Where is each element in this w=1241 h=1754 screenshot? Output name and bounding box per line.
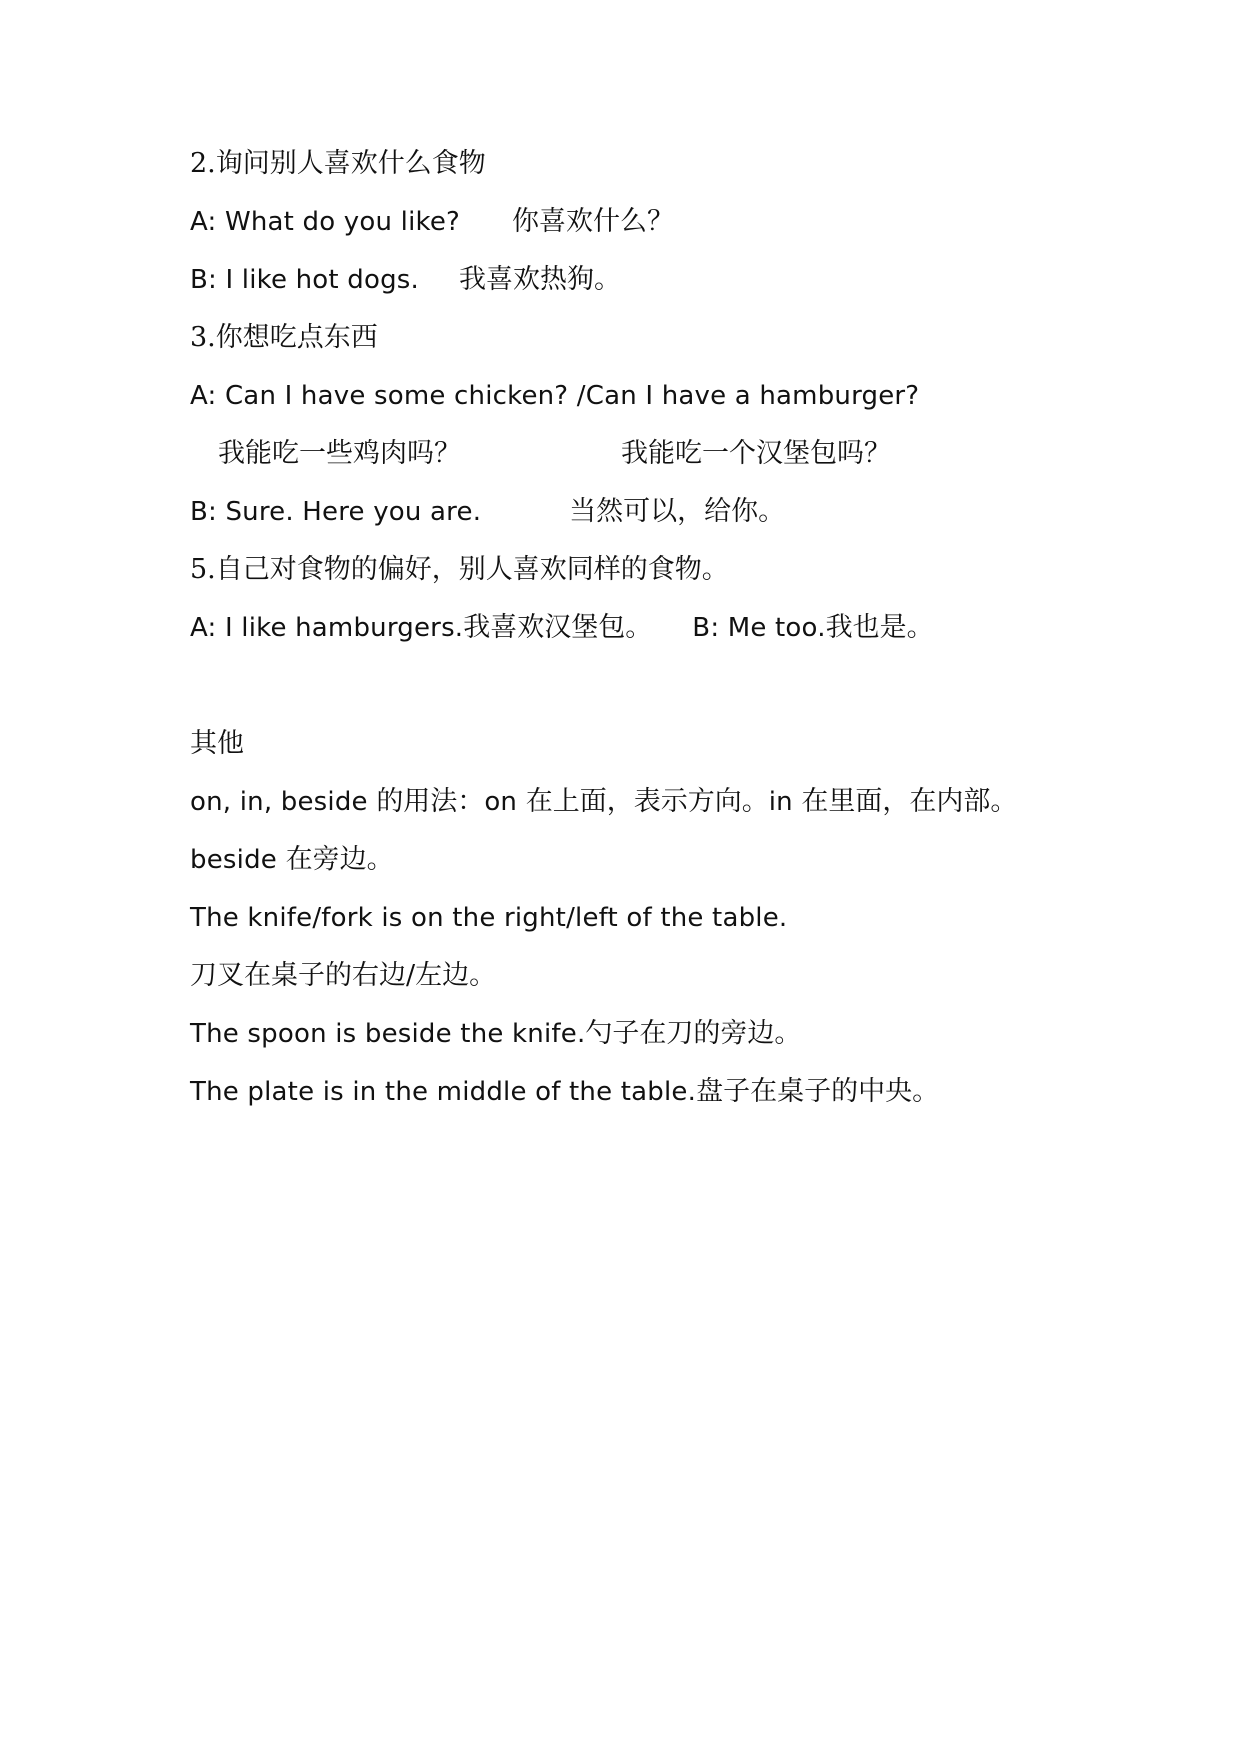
- usage-beside-meaning: 在旁边。: [285, 844, 394, 875]
- sentence-english: The plate is in the middle of the table.: [190, 1077, 697, 1107]
- translation-chicken: 我能吃一些鸡肉吗？: [218, 438, 461, 469]
- question-chinese: 你喜欢什么？: [512, 206, 675, 237]
- sentence-chinese: 刀叉在桌子的右边/左边。: [190, 960, 497, 991]
- a-english: A: I like hamburgers.: [190, 613, 464, 643]
- translation-hamburger: 我能吃一个汉堡包吗？: [621, 438, 891, 469]
- usage-in-meaning: 在里面，在内部。: [801, 786, 1018, 817]
- dialogue-line-answer: [190, 260, 621, 300]
- heading-text: 其他: [190, 728, 244, 759]
- usage-on: on: [484, 787, 518, 817]
- usage-beside: beside: [190, 845, 277, 875]
- heading-text: 2.询问别人喜欢什么食物: [190, 148, 486, 179]
- section-heading-food-preference: [190, 144, 486, 184]
- answer-chinese: 我喜欢热狗。: [459, 264, 622, 295]
- section-heading-want-to-eat: [190, 318, 378, 358]
- usage-words: on, in, beside: [190, 787, 368, 817]
- sentence-chinese: 勺子在刀的旁边。: [585, 1018, 802, 1049]
- a-chinese: 我喜欢汉堡包。: [463, 612, 653, 643]
- sentence-english: The knife/fork is on the right/left of the table.: [190, 903, 788, 933]
- answer-english: B: I like hot dogs.: [190, 265, 420, 295]
- sentence-english: The spoon is beside the knife.: [190, 1019, 586, 1049]
- dialogue-line-question: [190, 376, 919, 416]
- dialogue-line-answer: [190, 492, 785, 532]
- heading-text: 5.自己对食物的偏好，别人喜欢同样的食物。: [190, 554, 729, 585]
- heading-text: 3.你想吃点东西: [190, 322, 378, 353]
- usage-line: [190, 782, 1017, 822]
- question-english: A: Can I have some chicken? /Can I have a hamburger?: [190, 381, 920, 411]
- b-chinese: 我也是。: [825, 612, 934, 643]
- section-heading-same-preference: [190, 550, 729, 590]
- dialogue-line-question: [190, 202, 674, 242]
- dialogue-line-exchange: [190, 608, 934, 648]
- usage-in: in: [768, 787, 793, 817]
- example-sentence: [190, 1072, 939, 1112]
- dialogue-line-translation: [190, 434, 891, 474]
- sentence-chinese: 盘子在桌子的中央。: [696, 1076, 940, 1107]
- usage-line-beside: [190, 840, 394, 880]
- answer-english: B: Sure. Here you are.: [190, 497, 482, 527]
- section-heading-other: [190, 724, 244, 764]
- usage-label: 的用法：: [376, 786, 485, 817]
- question-english: A: What do you like?: [190, 207, 461, 237]
- example-sentence: [190, 1014, 801, 1054]
- example-sentence-english: [190, 898, 787, 938]
- usage-on-meaning: 在上面，表示方向。: [525, 786, 769, 817]
- answer-chinese: 当然可以，给你。: [569, 496, 786, 527]
- example-sentence-chinese: [190, 956, 496, 996]
- b-english: B: Me too.: [692, 613, 826, 643]
